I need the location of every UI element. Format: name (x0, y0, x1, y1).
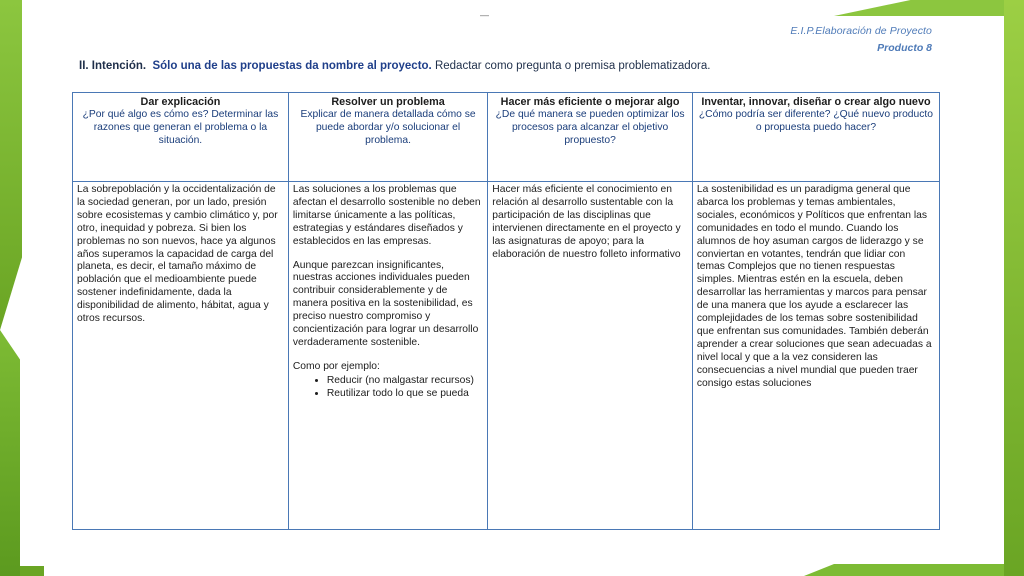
decorative-green-band-left-lower (0, 330, 20, 576)
body-cell-innovate (692, 182, 939, 530)
column-title: Inventar, innovar, diseñar o crear algo nuevo (701, 96, 931, 108)
document-header (790, 25, 932, 54)
decorative-green-band-left (0, 0, 22, 330)
section-emphasis: Sólo una de las propuestas da nombre al proyecto. (152, 60, 432, 72)
cell-paragraph: La sostenibilidad es un paradigma general que abarca los problemas y temas ambientales, sociales, económicos y Políticos que enfrentan las comunidades en todo el mundo. Cuando los alumnos de hoy asuman cargos de liderazgo y se conviertan en votantes, tendrán que lidiar con temas Complejos que no tienen respuestas simples. Mientras estén en la escuela, deben desarrollar las herramientas y marcos para pensar de una manera que los ayude a esclarecer las complejidades de los temas sobre sostenibilidad que enfrentan sus comunidades. También deberán aprender a crear soluciones que sean adecuadas a nivel local y que a la vez consideren las consecuencias a nivel mundial que pueden traer consigo estas soluciones (696, 184, 932, 389)
cell-paragraph: Las soluciones a los problemas que afectan el desarrollo sostenible no deben limitarse únicamente a las políticas, estrategias y estándares diseñados y establecidos en las empresas. (292, 184, 481, 247)
page-marker: — (480, 10, 489, 20)
header-product-label: Producto 8 (877, 42, 932, 54)
header-cell-improve (488, 93, 693, 182)
section-heading (79, 60, 710, 72)
intention-table (72, 92, 940, 530)
header-cell-explain (73, 93, 289, 182)
column-subtitle: Explicar de manera detallada cómo se puede abordar y/o solucionar el problema. (300, 108, 476, 146)
header-project-title: E.I.P.Elaboración de Proyecto (790, 25, 932, 37)
column-title: Dar explicación (140, 96, 221, 108)
body-cell-improve (488, 182, 693, 530)
header-cell-innovate (692, 93, 939, 182)
list-item: • Reutilizar todo lo que se pueda (327, 388, 483, 401)
cell-paragraph: Aunque parezcan insignificantes, nuestras acciones individuales pueden contribuir considerablemente y de manera positiva en la sostenibilidad, es preciso nuestro compromiso y concientización para lograr un desarrollo verdaderamente sostenible. (292, 259, 479, 348)
column-title: Resolver un problema (331, 96, 445, 108)
cell-paragraph: Hacer más eficiente el conocimiento en relación al desarrollo sustentable con la participación de las disciplinas que intervienen directamente en el proyecto y las asignaturas de apoyo; para la elaboración de nuestro folleto informativo (492, 184, 681, 260)
column-subtitle: ¿De qué manera se pueden optimizar los procesos para alcanzar el objetivo propuesto? (495, 108, 685, 146)
table-header-row (73, 93, 940, 182)
slide (22, 0, 1004, 576)
table-body-row (73, 182, 940, 530)
cell-paragraph: La sobrepoblación y la occidentalización de la sociedad generan, por un lado, presión sobre ecosistemas y cambio climático y, por otro, inequidad y pobreza. Si bien los problemas no son nuevos, hace ya algunos años superamos la capacidad de carga del planeta, es decir, el tamaño máximo de población que el medioambiente puede sostener indefinidamente, dada la disponibilidad de alimento, hábitat, agua y otros recursos. (77, 184, 278, 325)
cell-paragraph: Como por ejemplo: (292, 360, 380, 372)
examples-list (293, 375, 483, 401)
column-subtitle: ¿Cómo podría ser diferente? ¿Qué nuevo producto o propuesta puedo hacer? (698, 108, 933, 133)
body-cell-solve (288, 182, 487, 530)
header-cell-solve (288, 93, 487, 182)
body-cell-explain (73, 182, 289, 530)
column-title: Hacer más eficiente o mejorar algo (500, 96, 680, 108)
section-instruction: Redactar como pregunta o premisa problematizadora. (434, 60, 711, 72)
section-number: II. Intención. (79, 60, 147, 72)
decorative-green-band-right (1004, 0, 1024, 576)
column-subtitle: ¿Por qué algo es cómo es? Determinar las razones que generan el problema o la situación. (82, 108, 279, 146)
list-item: • Reducir (no malgastar recursos) (327, 375, 483, 388)
